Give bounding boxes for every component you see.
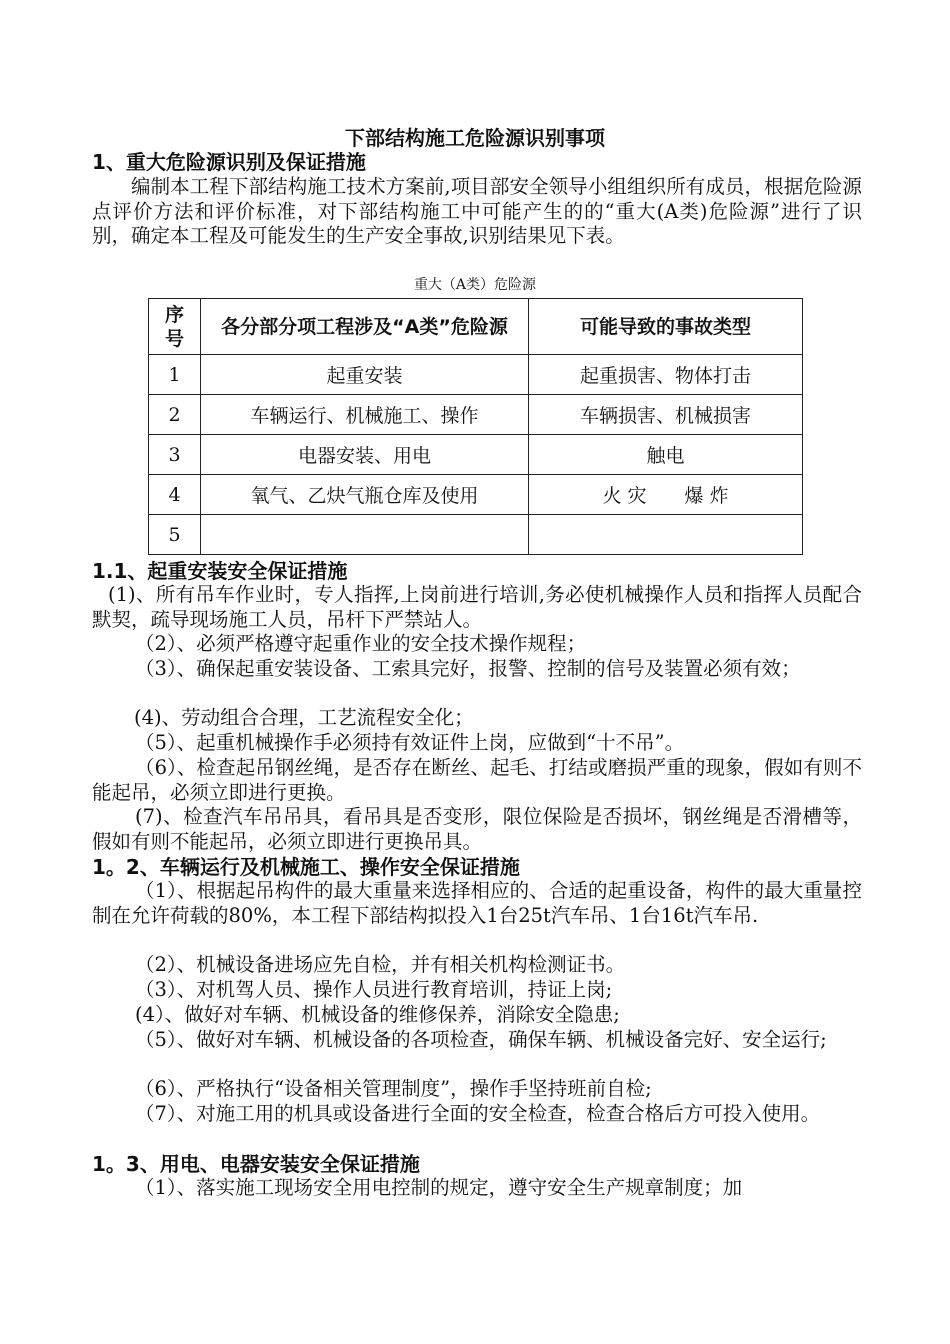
section-1-2-item: (4）、做好对车辆、机械设备的维修保养，消除安全隐患; [135, 1003, 620, 1026]
section-1-1-item: （3）、确保起重安装设备、工索具完好，报警、控制的信号及装置必须有效； [135, 657, 801, 680]
section-1-3-item: （1）、落实施工现场安全用电控制的规定，遵守安全生产规章制度；加 [135, 1176, 743, 1199]
section-1-1-item: (7)、检查汽车吊吊具，看吊具是否变形，限位保险是否损坏，钢丝绳是否滑槽等，假如有则不能起吊，必须立即进行更换吊具。 [92, 805, 862, 853]
header-seq: 序号 [149, 299, 201, 355]
section-1-2-item: （7）、对施工用的机具或设备进行全面的安全检查，检查合格后方可投入使用。 [135, 1102, 821, 1125]
row-source: 车辆运行、机械施工、操作 [201, 395, 529, 435]
row-source: 氧气、乙炔气瓶仓库及使用 [201, 475, 529, 515]
section-1-intro: 编制本工程下部结构施工技术方案前,项目部安全领导小组组织所有成员，根据危险源点评价方法和评价标准，对下部结构施工中可能产生的的“重大(A类)危险源”进行了识别，确定本工程及可能发生的生产安全事故,识别结果见下表。 [92, 175, 862, 248]
table-row [149, 395, 803, 435]
section-1-1-item: （5）、起重机械操作手必须持有效证件上岗，应做到“十不吊”。 [135, 731, 685, 754]
row-source: 电器安装、用电 [201, 435, 529, 475]
row-accident: 起重损害、物体打击 [529, 355, 803, 395]
section-1-1-heading: 1.1、起重安装安全保证措施 [92, 559, 348, 583]
document-title: 下部结构施工危险源识别事项 [345, 126, 605, 150]
row-seq: 5 [149, 515, 201, 555]
section-1-2-item: （2）、机械设备进场应先自检，并有相关机构检测证书。 [135, 953, 626, 976]
header-accident: 可能导致的事故类型 [529, 299, 803, 355]
hazard-table [148, 298, 803, 555]
row-accident [529, 515, 803, 555]
table-row [149, 435, 803, 475]
row-accident: 车辆损害、机械损害 [529, 395, 803, 435]
row-source: 起重安装 [201, 355, 529, 395]
section-1-2-item: （3）、对机驾人员、操作人员进行教育培训，持证上岗; [135, 978, 613, 1001]
table-header-row [149, 299, 803, 355]
header-source: 各分部分项工程涉及“A类”危险源 [201, 299, 529, 355]
table-row [149, 355, 803, 395]
section-1-1-item: （2）、必须严格遵守起重作业的安全技术操作规程； [135, 632, 587, 655]
table-row [149, 475, 803, 515]
section-1-2-item: （5）、做好对车辆、机械设备的各项检查，确保车辆、机械设备完好、安全运行; [135, 1028, 827, 1051]
section-1-1-item: （6）、检查起吊钢丝绳，是否存在断丝、起毛、打结或磨损严重的现象，假如有则不能起吊，必须立即进行更换。 [92, 756, 862, 804]
row-source [201, 515, 529, 555]
section-1-3-heading: 1。3、用电、电器安装安全保证措施 [92, 1152, 420, 1176]
row-seq: 3 [149, 435, 201, 475]
row-seq: 1 [149, 355, 201, 395]
section-1-1-item: (4)、劳动组合合理，工艺流程安全化； [134, 706, 474, 729]
table-row [149, 515, 803, 555]
section-1-heading: 1、重大危险源识别及保证措施 [92, 150, 366, 174]
table-caption: 重大（A类）危险源 [413, 277, 537, 293]
section-1-2-item: （1）、根据起吊构件的最大重量来选择相应的、合适的起重设备，构件的最大重量控制在允许荷载的80%，本工程下部结构拟投入1台25t汽车吊、1台16t汽车吊. [92, 879, 862, 927]
section-1-1-item: (1)、所有吊车作业时，专人指挥,上岗前进行培训,务必使机械操作人员和指挥人员配合默契，疏导现场施工人员，吊杆下严禁站人。 [92, 583, 862, 631]
section-1-2-item: （6）、严格执行“设备相关管理制度”，操作手坚持班前自检; [135, 1077, 652, 1100]
row-seq: 2 [149, 395, 201, 435]
row-accident: 触电 [529, 435, 803, 475]
row-seq: 4 [149, 475, 201, 515]
section-1-2-heading: 1。2、车辆运行及机械施工、操作安全保证措施 [92, 855, 520, 879]
row-accident: 火 灾 爆 炸 [529, 475, 803, 515]
